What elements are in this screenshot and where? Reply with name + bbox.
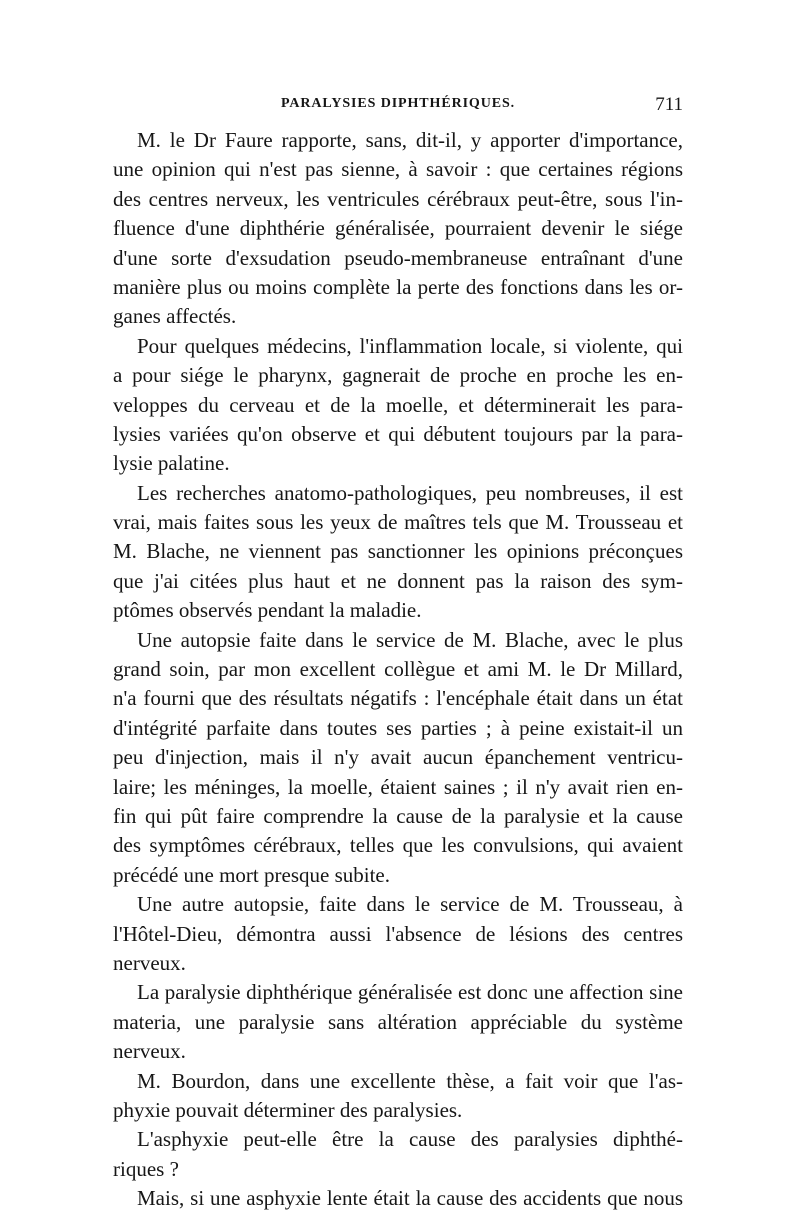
text-line: l'Hôtel-Dieu, démontra aussi l'absence de lésions des centres [113, 921, 683, 946]
text-line: nerveux. [113, 1039, 186, 1064]
text-line: peu d'injection, mais il n'y avait aucun épanchement ventricu- [113, 745, 683, 770]
text-line: vrai, mais faites sous les yeux de maîtres tels que M. Trousseau et [113, 510, 683, 535]
text-line: L'asphyxie peut-elle être la cause des paralysies diphthé- [137, 1127, 683, 1152]
text-line: d'intégrité parfaite dans toutes ses parties ; à peine existait-il un [113, 715, 683, 740]
text-line: Une autre autopsie, faite dans le service de M. Trousseau, à [137, 892, 683, 917]
text-line: des symptômes cérébraux, telles que les convulsions, qui avaient [113, 833, 683, 858]
text-line: grand soin, par mon excellent collègue et ami M. le Dr Millard, [113, 657, 683, 682]
text-line: veloppes du cerveau et de la moelle, et déterminerait les para- [113, 392, 683, 417]
text-line: que j'ai citées plus haut et ne donnent pas la raison des sym- [113, 568, 683, 593]
text-line: n'a fourni que des résultats négatifs : l'encéphale était dans un état [113, 686, 683, 711]
text-line: fluence d'une diphthérie généralisée, pourraient devenir le siége [113, 216, 683, 241]
text-line: Une autopsie faite dans le service de M. Blache, avec le plus [137, 627, 683, 652]
text-line: ptômes observés pendant la maladie. [113, 598, 422, 623]
text-line: M. Blache, ne viennent pas sanctionner les opinions préconçues [113, 539, 683, 564]
text-line: d'une sorte d'exsudation pseudo-membraneuse entraînant d'une [113, 245, 683, 270]
text-line: lysie palatine. [113, 451, 230, 476]
text-line: M. Bourdon, dans une excellente thèse, a fait voir que l'as- [137, 1068, 683, 1093]
text-line: La paralysie diphthérique généralisée est donc une affection sine [137, 980, 683, 1005]
text-line: ganes affectés. [113, 304, 237, 329]
text-line: riques ? [113, 1156, 179, 1181]
text-line: une opinion qui n'est pas sienne, à savoir : que certaines régions [113, 157, 683, 182]
text-line: lysies variées qu'on observe et qui débutent toujours par la para- [113, 421, 683, 446]
running-head [113, 96, 683, 120]
text-line: laire; les méninges, la moelle, étaient saines ; il n'y avait rien en- [113, 774, 683, 799]
text-line: M. le Dr Faure rapporte, sans, dit-il, y apporter d'importance, [137, 128, 683, 152]
text-line: nerveux. [113, 950, 186, 975]
text-line: précédé une mort presque subite. [113, 862, 390, 887]
running-title: PARALYSIES DIPHTHÉRIQUES. [280, 96, 516, 111]
text-line: phyxie pouvait déterminer des paralysies. [113, 1097, 463, 1122]
text-line: Les recherches anatomo-pathologiques, peu nombreuses, il est [137, 480, 683, 505]
text-line: materia, une paralysie sans altération appréciable du système [113, 1009, 683, 1034]
text-line: Pour quelques médecins, l'inflammation locale, si violente, qui [137, 333, 683, 358]
body-text [113, 126, 683, 1213]
text-line: manière plus ou moins complète la perte des fonctions dans les or- [113, 274, 683, 299]
text-line: a pour siége le pharynx, gagnerait de proche en proche les en- [113, 363, 683, 388]
text-line: fin qui pût faire comprendre la cause de la paralysie et la cause [113, 803, 683, 828]
page-number: 711 [655, 94, 683, 115]
text-line: des centres nerveux, les ventricules cérébraux peut-être, sous l'in- [113, 186, 683, 211]
text-line: Mais, si une asphyxie lente était la cause des accidents que nous [137, 1186, 683, 1211]
